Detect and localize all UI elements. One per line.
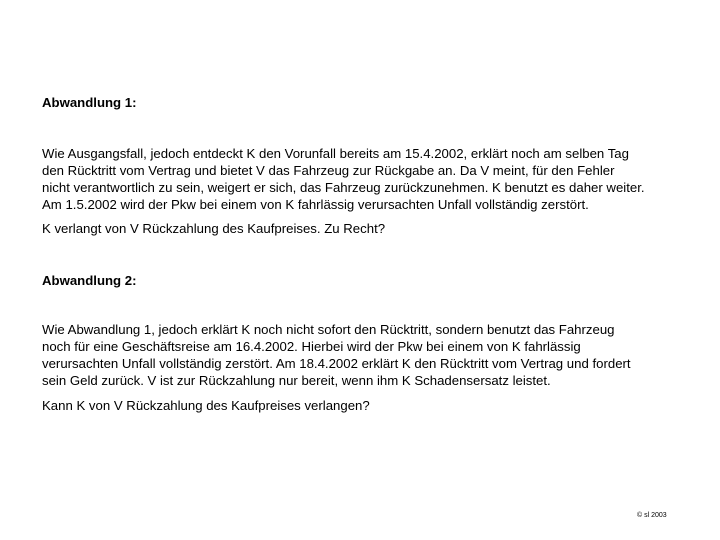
section1-paragraph-line: nicht verantwortlich zu sein, weigert er sich, das Fahrzeug zurückzunehmen. K benutzt es daher weiter.	[42, 180, 645, 195]
section2-question-text: Kann K von V Rückzahlung des Kaufpreises verlangen?	[42, 398, 370, 413]
section2-heading: Abwandlung 2:	[42, 273, 137, 288]
section2-paragraph	[42, 321, 692, 389]
section2-paragraph-line: verursachten Unfall vollständig zerstört. Am 18.4.2002 erklärt K den Rücktritt vom Vertrag und fordert	[42, 356, 631, 371]
section1-paragraph-line: den Rücktritt vom Vertrag und bietet V das Fahrzeug zur Rückgabe an. Da V meint, für den Fehler	[42, 163, 615, 178]
section2-question	[42, 397, 692, 414]
section1-paragraph-line: Wie Ausgangsfall, jedoch entdeckt K den Vorunfall bereits am 15.4.2002, erklärt noch am selben Tag	[42, 146, 629, 161]
section1-heading: Abwandlung 1:	[42, 95, 137, 110]
section1-question-text: K verlangt von V Rückzahlung des Kaufpreises. Zu Recht?	[42, 221, 386, 236]
section1-paragraph	[42, 145, 692, 213]
section2-paragraph-line: sein Geld zurück. V ist zur Rückzahlung nur bereit, wenn ihm K Schadensersatz leistet.	[42, 373, 551, 388]
section2-paragraph-line: noch für eine Geschäftsreise am 16.4.2002. Hierbei wird der Pkw bei einem von K fahrlässig	[42, 339, 581, 354]
section2-paragraph-line: Wie Abwandlung 1, jedoch erklärt K noch nicht sofort den Rücktritt, sondern benutzt das Fahrzeug	[42, 322, 615, 337]
copyright-notice: © sl 2003	[637, 512, 667, 519]
section1-question	[42, 220, 692, 237]
section1-paragraph-line: Am 1.5.2002 wird der Pkw bei einem von K fahrlässig verursachten Unfall vollständig zerstört.	[42, 197, 589, 212]
